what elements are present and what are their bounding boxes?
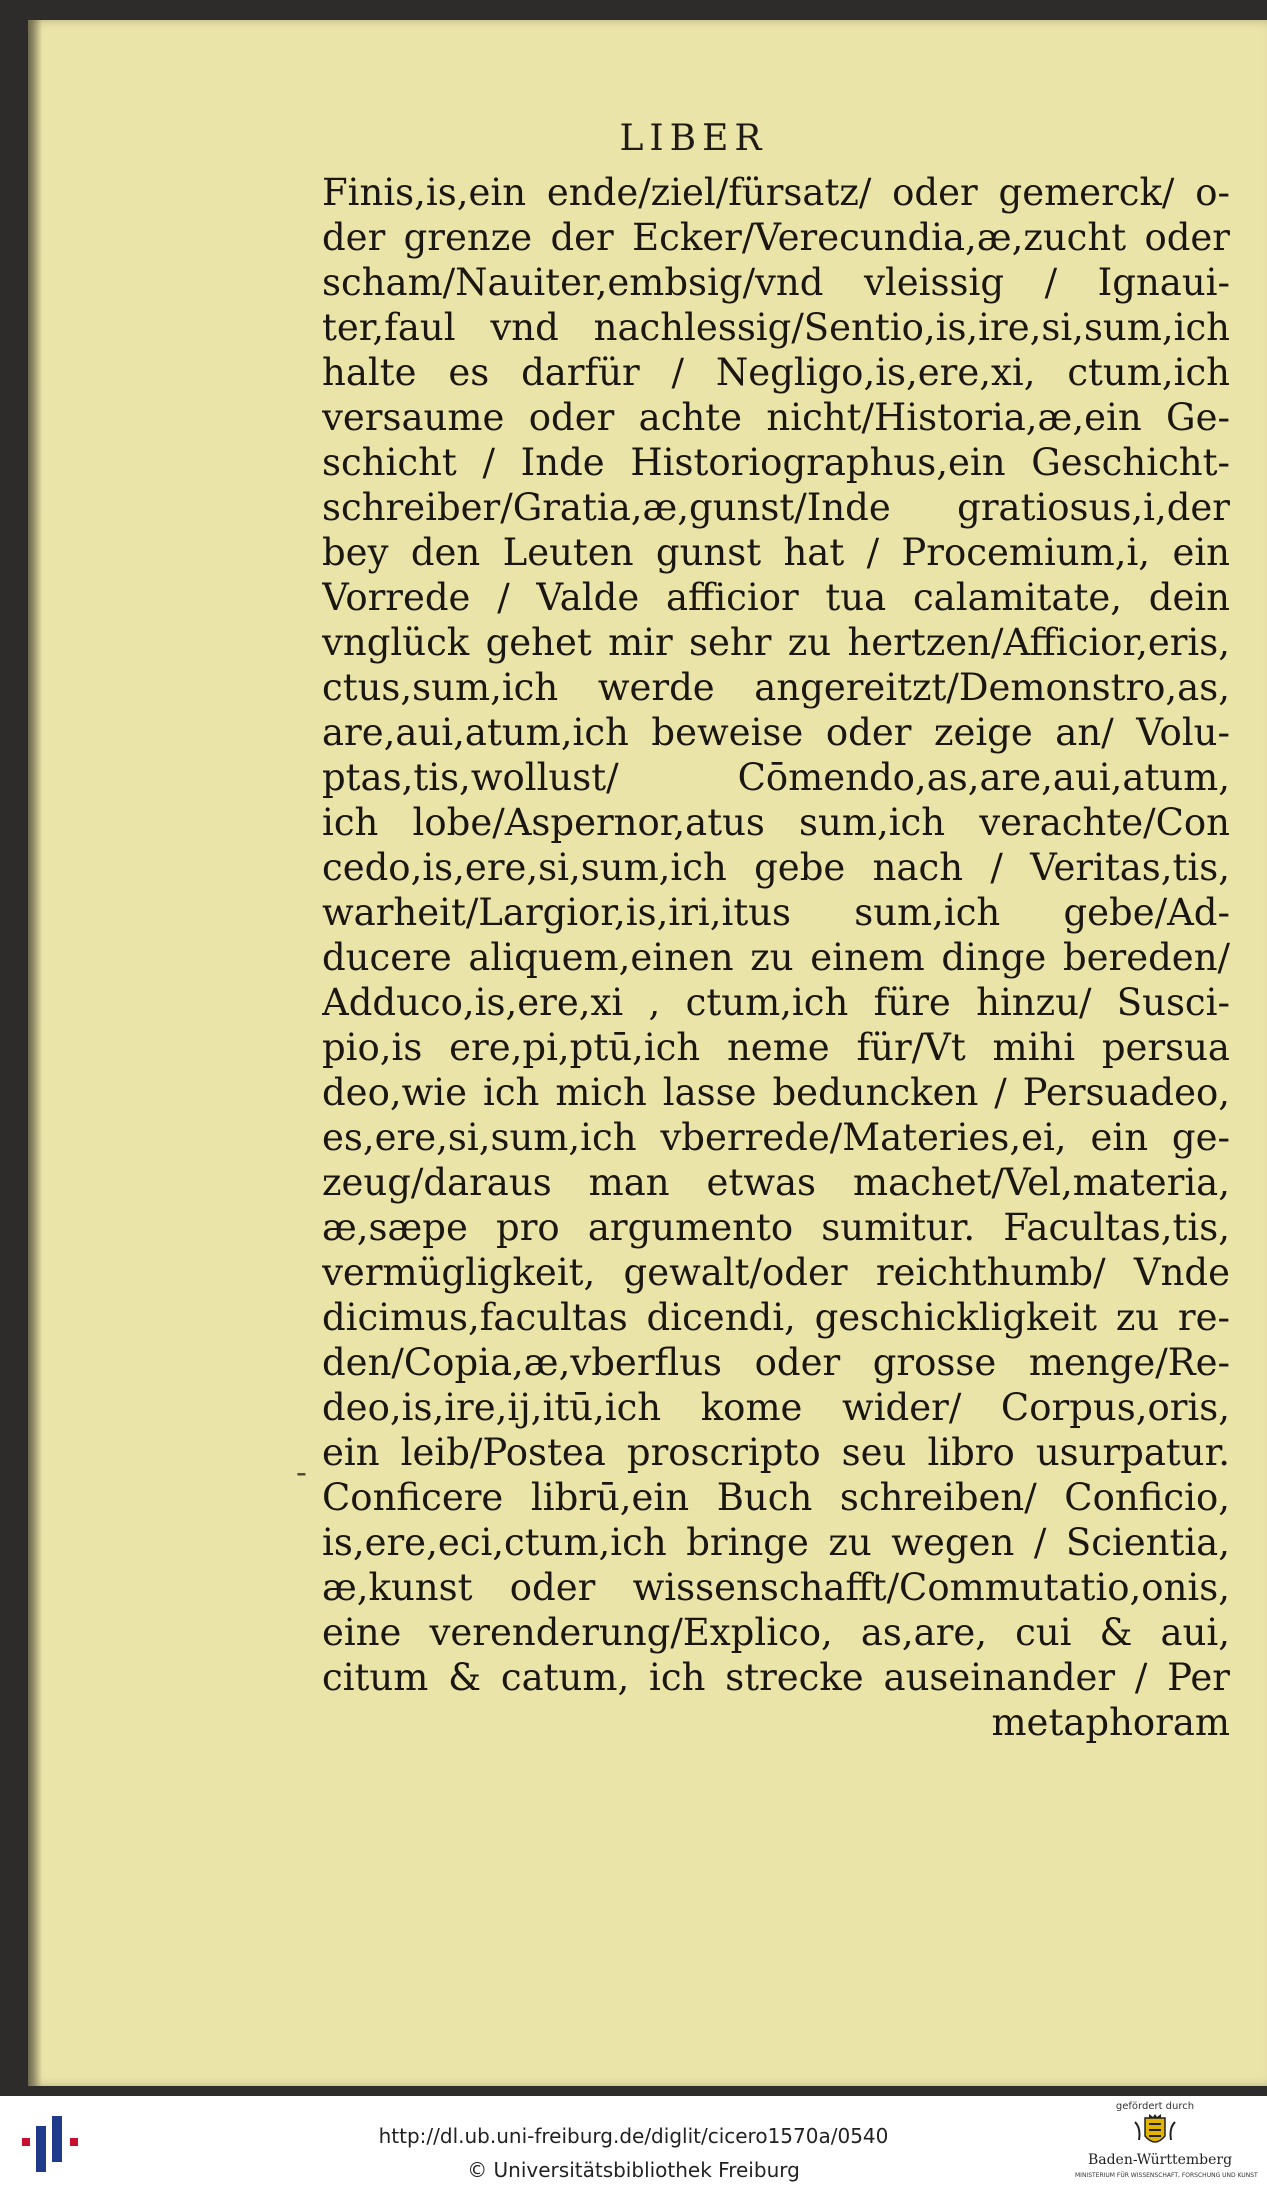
text-line: dicimus,facultas dicendi, geschickligkeit zu re- <box>322 1296 1230 1339</box>
text-line: vnglück gehet mir sehr zu hertzen/Afficior,eris, <box>322 621 1230 664</box>
text-line: æ,sæpe pro argumento sumitur. Facultas,tis, <box>322 1206 1230 1249</box>
text-line: Conficere librū,ein Buch schreiben/ Conficio, <box>322 1476 1230 1519</box>
text-line: are,aui,atum,ich beweise oder zeige an/ Volu- <box>322 711 1230 754</box>
text-line: deo,wie ich mich lasse beduncken / Persuadeo, <box>322 1071 1230 1114</box>
text-line: metaphoram <box>991 1701 1230 1744</box>
text-line: Adduco,is,ere,xi , ctum,ich füre hinzu/ Susci- <box>322 981 1230 1024</box>
margin-mark: - <box>296 1453 307 1491</box>
text-line: schreiber/Gratia,æ,gunst/Inde gratiosus,i,der <box>322 486 1230 529</box>
text-line: bey den Leuten gunst hat / Procemium,i, ein <box>322 531 1230 574</box>
text-line: ptas,tis,wollust/ Cōmendo,as,are,aui,atum, <box>322 756 1230 799</box>
text-line: deo,is,ire,ij,itū,ich kome wider/ Corpus,oris, <box>322 1386 1230 1429</box>
text-line: warheit/Largior,is,iri,itus sum,ich gebe/Ad- <box>322 891 1230 934</box>
text-line: citum & catum, ich strecke auseinander / Per <box>322 1656 1230 1699</box>
running-head: LIBER <box>619 118 768 159</box>
text-line: vermügligkeit, gewalt/oder reichthumb/ Vnde <box>322 1251 1230 1294</box>
text-line: ich lobe/Aspernor,atus sum,ich verachte/Con <box>322 801 1230 844</box>
text-line: ducere aliquem,einen zu einem dinge bereden/ <box>322 936 1230 979</box>
text-line: Finis,is,ein ende/ziel/fürsatz/ oder gemerck/ o- <box>322 171 1230 214</box>
text-line: pio,is ere,pi,ptū,ich neme für/Vt mihi persua <box>322 1026 1230 1069</box>
text-line: is,ere,eci,ctum,ich bringe zu wegen / Scientia, <box>322 1521 1230 1564</box>
text-line: ctus,sum,ich werde angereitzt/Demonstro,as, <box>322 666 1230 709</box>
text-line: eine verenderung/Explico, as,are, cui & aui, <box>322 1611 1230 1654</box>
text-line: ter,faul vnd nachlessig/Sentio,is,ire,si,sum,ich <box>322 306 1230 349</box>
text-line: cedo,is,ere,si,sum,ich gebe nach / Veritas,tis, <box>322 846 1230 889</box>
page-gutter-shadow <box>28 20 42 2086</box>
text-line: zeug/daraus man etwas machet/Vel,materia, <box>322 1161 1230 1204</box>
text-line: den/Copia,æ,vberflus oder grosse menge/Re- <box>322 1341 1230 1384</box>
text-line: versaume oder achte nicht/Historia,æ,ein Ge- <box>322 396 1230 439</box>
text-line: scham/Nauiter,embsig/vnd vleissig / Ignaui- <box>322 261 1230 304</box>
text-line: Vorrede / Valde afficior tua calamitate, dein <box>322 576 1230 619</box>
text-line: ein leib/Postea proscripto seu libro usurpatur. <box>322 1431 1230 1474</box>
text-line: schicht / Inde Historiographus,ein Geschicht- <box>322 441 1230 484</box>
text-line: æ,kunst oder wissenschafft/Commutatio,onis, <box>322 1566 1230 1609</box>
text-line: es,ere,si,sum,ich vberrede/Materies,ei, ein ge- <box>322 1116 1230 1159</box>
footer-url[interactable]: http://dl.ub.uni-freiburg.de/diglit/cicero1570a/0540 <box>378 2124 889 2148</box>
text-line: halte es darfür / Negligo,is,ere,xi, ctum,ich <box>322 351 1230 394</box>
sponsor-subtitle: MINISTERIUM FÜR WISSENSCHAFT, FORSCHUNG UND KUNST <box>1075 2172 1258 2179</box>
sponsor-name: Baden-Württemberg <box>1087 2152 1233 2168</box>
body-text <box>322 170 1230 1745</box>
baden-wuerttemberg-crest-icon <box>1131 2114 1179 2150</box>
footer-copyright: © Universitätsbibliothek Freiburg <box>467 2158 800 2182</box>
sponsor-label: gefördert durch <box>1115 2101 1195 2112</box>
text-line: der grenze der Ecker/Verecundia,æ,zucht oder <box>322 216 1230 259</box>
